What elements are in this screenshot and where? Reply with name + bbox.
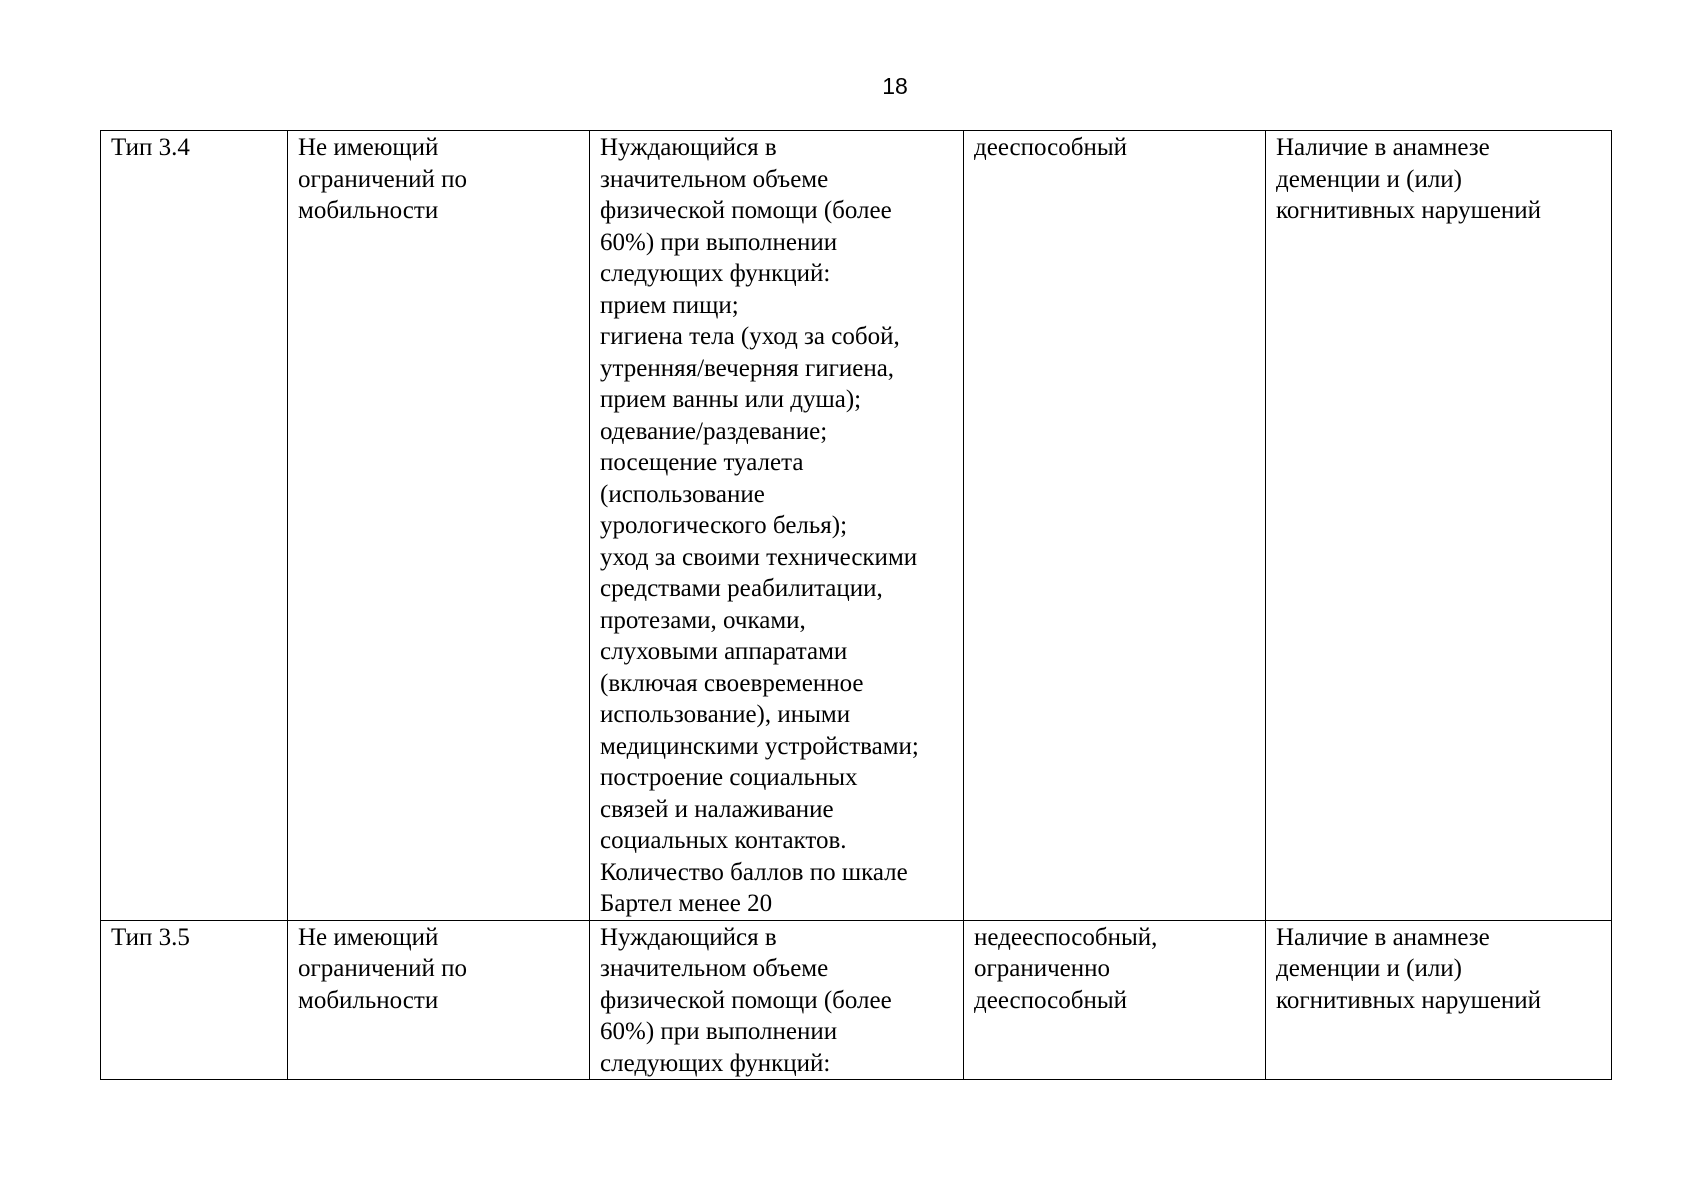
cell-line: Нуждающийся в: [600, 923, 777, 951]
cell-line: недееспособный,: [974, 923, 1158, 951]
cell-line: гигиена тела (уход за собой,: [600, 323, 900, 350]
page-number: 18: [882, 73, 908, 99]
cell-line: деменции и (или): [1276, 955, 1463, 982]
cell-line: медицинскими устройствами;: [600, 732, 919, 760]
history-cell: [1266, 920, 1612, 1080]
cell-line: Не имеющий: [298, 923, 439, 951]
cell-line: связей и налаживание: [600, 795, 834, 823]
cell-line: Наличие в анамнезе: [1276, 923, 1490, 951]
cell-line: посещение туалета: [600, 449, 804, 476]
cell-line: утренняя/вечерняя гигиена,: [600, 354, 895, 382]
cell-line: протезами, очками,: [600, 606, 806, 634]
cell-line: Бартел менее 20: [600, 890, 773, 917]
cell-line: ограниченно: [974, 955, 1111, 982]
cell-line: деменции и (или): [1276, 165, 1463, 193]
cell-line: следующих функций:: [600, 260, 831, 287]
cell-line: уход за своими техническими: [600, 543, 918, 571]
cell-line: Нуждающийся в: [600, 134, 777, 161]
cell-line: (использование: [600, 480, 765, 508]
cell-line: мобильности: [298, 197, 439, 224]
cell-line: физической помощи (более: [600, 986, 892, 1014]
cell-line: Наличие в анамнезе: [1276, 134, 1490, 161]
cell-line: использование), иными: [600, 701, 851, 728]
capacity-cell: [964, 920, 1266, 1080]
mobility-cell: [288, 131, 590, 921]
cell-line: слуховыми аппаратами: [600, 638, 848, 665]
cell-line: (включая своевременное: [600, 669, 864, 697]
assistance-cell: [590, 131, 964, 921]
cell-line: когнитивных нарушений: [1276, 197, 1542, 224]
table-row: [101, 920, 1612, 1080]
cell-line: дееспособный: [974, 134, 1128, 161]
cell-line: социальных контактов.: [600, 827, 847, 854]
cell-line: значительном объеме: [600, 165, 829, 193]
cell-line: следующих функций:: [600, 1049, 831, 1077]
capacity-cell: [964, 131, 1266, 921]
type-label: Тип 3.4: [111, 134, 190, 161]
cell-line: значительном объеме: [600, 955, 829, 982]
type-cell: [101, 920, 288, 1080]
care-type-table: [100, 130, 1612, 1080]
cell-line: физической помощи (более: [600, 197, 892, 224]
cell-line: прием ванны или душа);: [600, 386, 862, 413]
type-cell: [101, 131, 288, 921]
cell-line: когнитивных нарушений: [1276, 986, 1542, 1014]
cell-line: одевание/раздевание;: [600, 417, 828, 445]
cell-line: ограничений по: [298, 955, 468, 982]
cell-line: прием пищи;: [600, 291, 739, 319]
mobility-cell: [288, 920, 590, 1080]
cell-line: 60%) при выполнении: [600, 1018, 838, 1045]
cell-line: Не имеющий: [298, 134, 439, 161]
cell-line: 60%) при выполнении: [600, 228, 838, 256]
cell-line: ограничений по: [298, 165, 468, 193]
cell-line: дееспособный: [974, 986, 1128, 1014]
cell-line: построение социальных: [600, 764, 858, 791]
cell-line: мобильности: [298, 986, 439, 1014]
table-row: [101, 131, 1612, 921]
history-cell: [1266, 131, 1612, 921]
type-label: Тип 3.5: [111, 923, 190, 951]
cell-line: средствами реабилитации,: [600, 575, 883, 602]
cell-line: Количество баллов по шкале: [600, 858, 908, 886]
cell-line: урологического белья);: [600, 512, 848, 539]
assistance-cell: [590, 920, 964, 1080]
